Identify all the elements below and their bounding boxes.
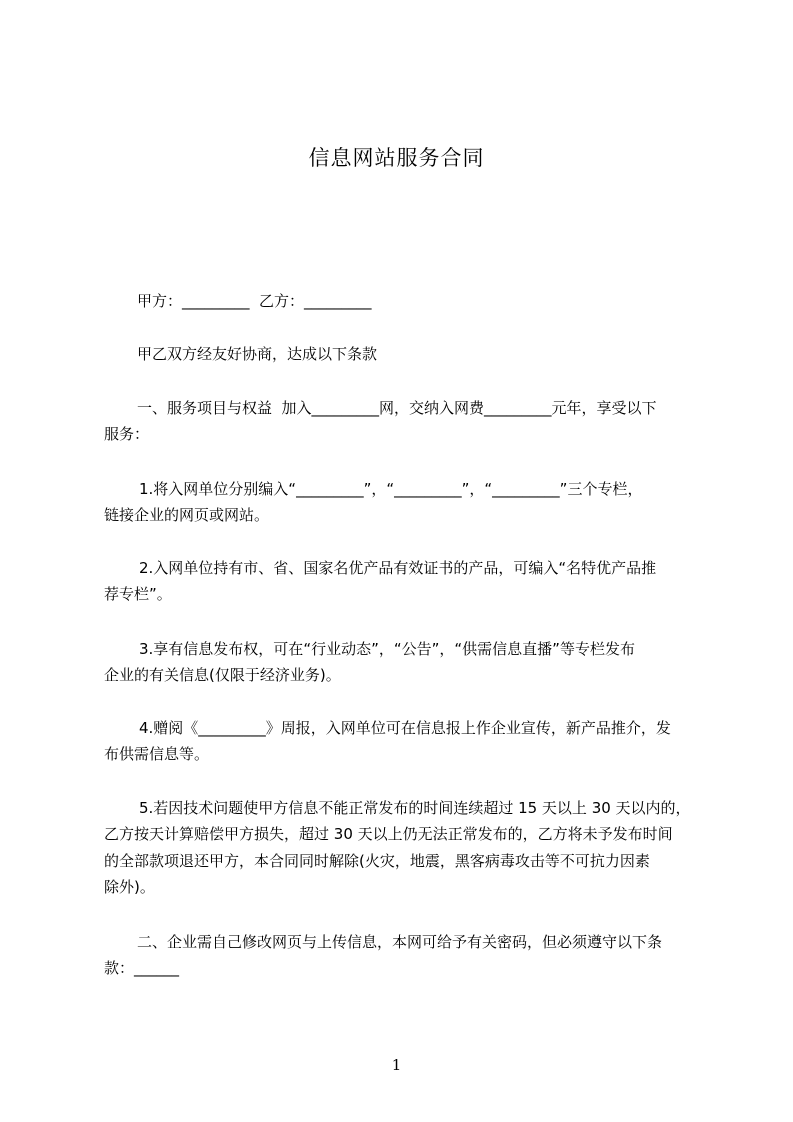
document-title: 信息网站服务合同 (308, 146, 485, 170)
item-2-line-1: 2.入网单位持有市、省、国家名优产品有效证书的产品，可编入“名特优产品推 (139, 559, 657, 577)
item-4-line-2: 布供需信息等。 (104, 745, 210, 763)
section-1-line-1: 一、服务项目与权益 加入_________网，交纳入网费_________元年，享受以下 (137, 399, 657, 417)
item-1-line-1: 1.将入网单位分别编入“_________”，“_________”，“_________”三个专栏， (139, 480, 643, 498)
item-4-line-1: 4.赠阅《_________》周报，入网单位可在信息报上作企业宣传，新产品推介，发 (139, 719, 671, 737)
section-1-line-2: 服务： (104, 425, 150, 443)
item-3-line-1: 3.享有信息发布权，可在“行业动态”，“公告”，“供需信息直播”等专栏发布 (139, 640, 635, 658)
item-1-line-2: 链接企业的网页或网站。 (104, 506, 270, 524)
item-2-line-2: 荐专栏”。 (104, 585, 172, 603)
section-2-line-1: 二、企业需自己修改网页与上传信息，本网可给予有关密码，但必须遵守以下条 (137, 933, 663, 951)
item-5-line-1: 5.若因技术问题使甲方信息不能正常发布的时间连续超过 15 天以上 30 天以内的， (139, 799, 691, 817)
section-2-line-2: 款：______ (104, 959, 180, 977)
item-5-line-4: 除外)。 (104, 878, 155, 896)
parties-line: 甲方：_________ 乙方：_________ (137, 292, 372, 310)
item-3-line-2: 企业的有关信息(仅限于经济业务)。 (104, 666, 341, 684)
item-5-line-2: 乙方按天计算赔偿甲方损失，超过 30 天以上仍无法正常发布的，乙方将未予发布时间 (104, 825, 673, 843)
intro-paragraph: 甲乙双方经友好协商，达成以下条款 (137, 345, 378, 363)
item-5-line-3: 的全部款项退还甲方，本合同同时解除(火灾，地震，黑客病毒攻击等不可抗力因素 (104, 852, 650, 870)
page-number: 1 (391, 1056, 402, 1074)
